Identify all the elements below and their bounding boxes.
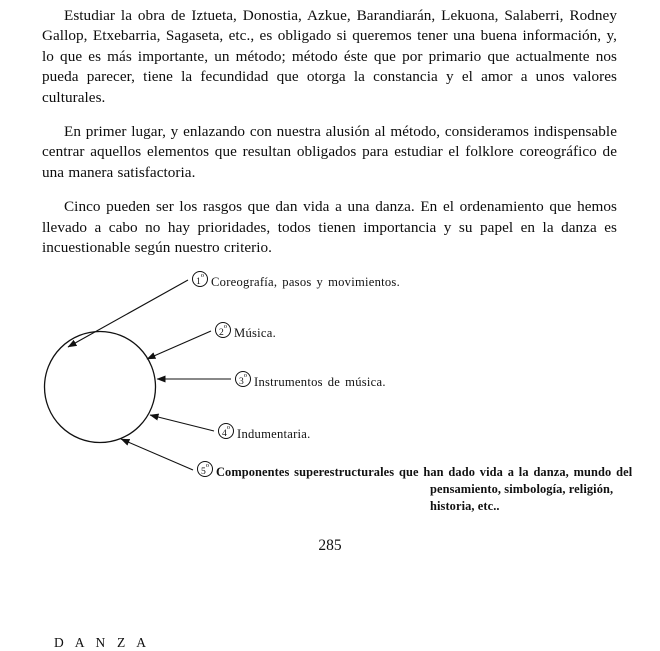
item-label-5-line3: historia, etc.. <box>430 499 500 514</box>
danza-center-label: D A N Z A <box>53 635 151 650</box>
item-label-3: Instrumentos de música. <box>254 375 386 390</box>
item-marker-5: 5$^o$ <box>197 461 213 477</box>
diagram-item-5 <box>197 462 632 515</box>
paragraph-3: Cinco pueden ser los rasgos que dan vida a una danza. En el ordenamiento que hemos llevado a cabo no hay prioridades, todos tienen importancia y su papel en la danza es incuestionable según nuestro criterio. <box>42 198 617 257</box>
item-marker-4: 4$^o$ <box>218 423 234 439</box>
diagram-item-4 <box>218 424 311 443</box>
item-marker-3: 3$^o$ <box>235 371 251 387</box>
item-label-5-line2: pensamiento, simbología, religión, <box>430 482 614 497</box>
item-label-2: Música. <box>234 326 276 341</box>
connector-line-4 <box>150 415 214 431</box>
connector-line-2 <box>147 331 211 359</box>
connector-line-5 <box>121 439 193 470</box>
diagram-item-2 <box>215 323 276 342</box>
danza-circle <box>45 332 156 443</box>
page-number: 285 <box>318 537 342 554</box>
paragraph-2: En primer lugar, y enlazando con nuestra alusión al método, consideramos indispensable centrar aquellos elementos que resultan obligados para estudiar el folklore coreográfico de una manera satisfactoria. <box>42 123 617 181</box>
diagram-item-1 <box>192 272 400 291</box>
item-label-1: Coreografía, pasos y movimientos. <box>211 275 400 290</box>
diagram-item-3 <box>235 372 386 391</box>
item-marker-2: 2$^o$ <box>215 322 231 338</box>
item-marker-1: 1$^o$ <box>192 271 208 287</box>
item-label-5: Componentes superestructurales que han dado vida a la danza, mundo del <box>216 465 633 480</box>
paragraph-1: Estudiar la obra de Iztueta, Donostia, Azkue, Barandiarán, Lekuona, Salaberri, Rodney Gallop, Etxebarria, Sagaseta, etc., es obligado si queremos tener una buena información, y, lo que es más importante, un método; método éste que por primario que actualmente nos pueda parecer, tiene la fecundidad que otorga la constancia y el amor a unos valores culturales. <box>42 7 617 106</box>
body-text-block <box>42 6 617 258</box>
connector-line-1 <box>68 280 188 347</box>
item-label-4: Indumentaria. <box>237 427 311 442</box>
